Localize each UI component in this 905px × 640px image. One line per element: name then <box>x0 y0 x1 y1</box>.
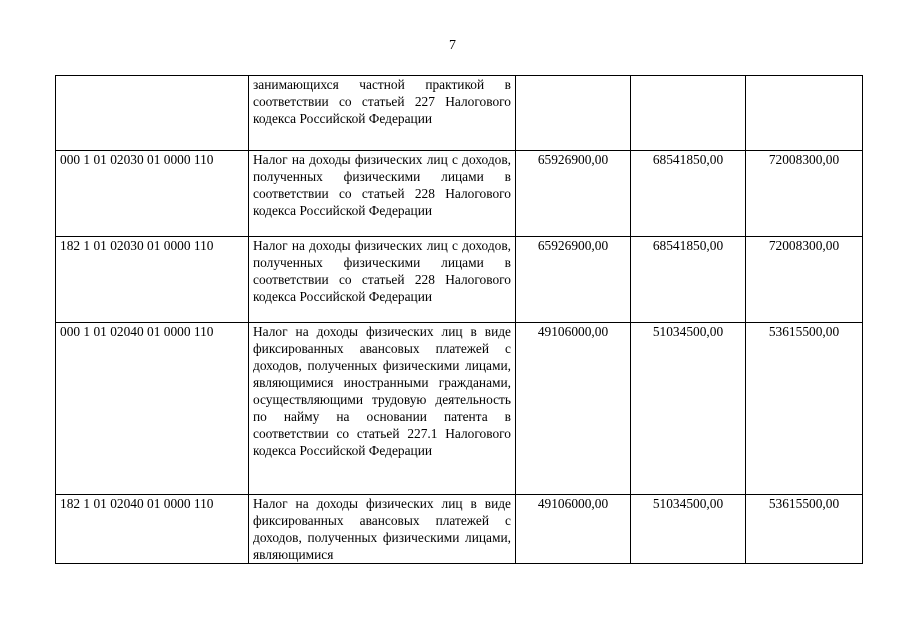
revenue-name-cell: Налог на доходы физических лиц в виде фиксированных авансовых платежей с доходов, полученных физическими лицами, являющимися иностранными гражданами, осуществляющими трудовую деятельность по найму на основании патента в соответствии со статьей 227.1 Налогового кодекса Российской Федерации <box>249 323 516 495</box>
table-row <box>56 76 863 151</box>
revenue-code-cell: 000 1 01 02030 01 0000 110 <box>56 151 249 237</box>
table-row <box>56 237 863 323</box>
table-row <box>56 151 863 237</box>
amount-year3-cell: 72008300,00 <box>746 237 863 323</box>
revenue-name-cell: Налог на доходы физических лиц с доходов, полученных физическими лицами в соответствии со статьей 228 Налогового кодекса Российской Федерации <box>249 237 516 323</box>
amount-year1-cell: 49106000,00 <box>516 495 631 564</box>
table-row <box>56 495 863 564</box>
revenue-code-cell <box>56 76 249 151</box>
revenue-name-cell: Налог на доходы физических лиц в виде фиксированных авансовых платежей с доходов, полученных физическими лицами, являющимися <box>249 495 516 564</box>
budget-revenue-table <box>55 75 863 564</box>
amount-year2-cell: 51034500,00 <box>631 323 746 495</box>
amount-year2-cell: 68541850,00 <box>631 237 746 323</box>
page-number: 7 <box>449 38 456 53</box>
amount-year1-cell: 65926900,00 <box>516 151 631 237</box>
amount-year2-cell: 68541850,00 <box>631 151 746 237</box>
amount-year3-cell: 53615500,00 <box>746 495 863 564</box>
amount-year1-cell: 65926900,00 <box>516 237 631 323</box>
amount-year1-cell <box>516 76 631 151</box>
table-row <box>56 323 863 495</box>
revenue-name-cell: Налог на доходы физических лиц с доходов, полученных физическими лицами в соответствии со статьей 228 Налогового кодекса Российской Федерации <box>249 151 516 237</box>
amount-year3-cell <box>746 76 863 151</box>
amount-year3-cell: 53615500,00 <box>746 323 863 495</box>
revenue-code-cell: 182 1 01 02040 01 0000 110 <box>56 495 249 564</box>
amount-year2-cell: 51034500,00 <box>631 495 746 564</box>
revenue-code-cell: 000 1 01 02040 01 0000 110 <box>56 323 249 495</box>
revenue-name-cell: занимающихся частной практикой в соответствии со статьей 227 Налогового кодекса Российской Федерации <box>249 76 516 151</box>
amount-year2-cell <box>631 76 746 151</box>
amount-year3-cell: 72008300,00 <box>746 151 863 237</box>
revenue-code-cell: 182 1 01 02030 01 0000 110 <box>56 237 249 323</box>
amount-year1-cell: 49106000,00 <box>516 323 631 495</box>
